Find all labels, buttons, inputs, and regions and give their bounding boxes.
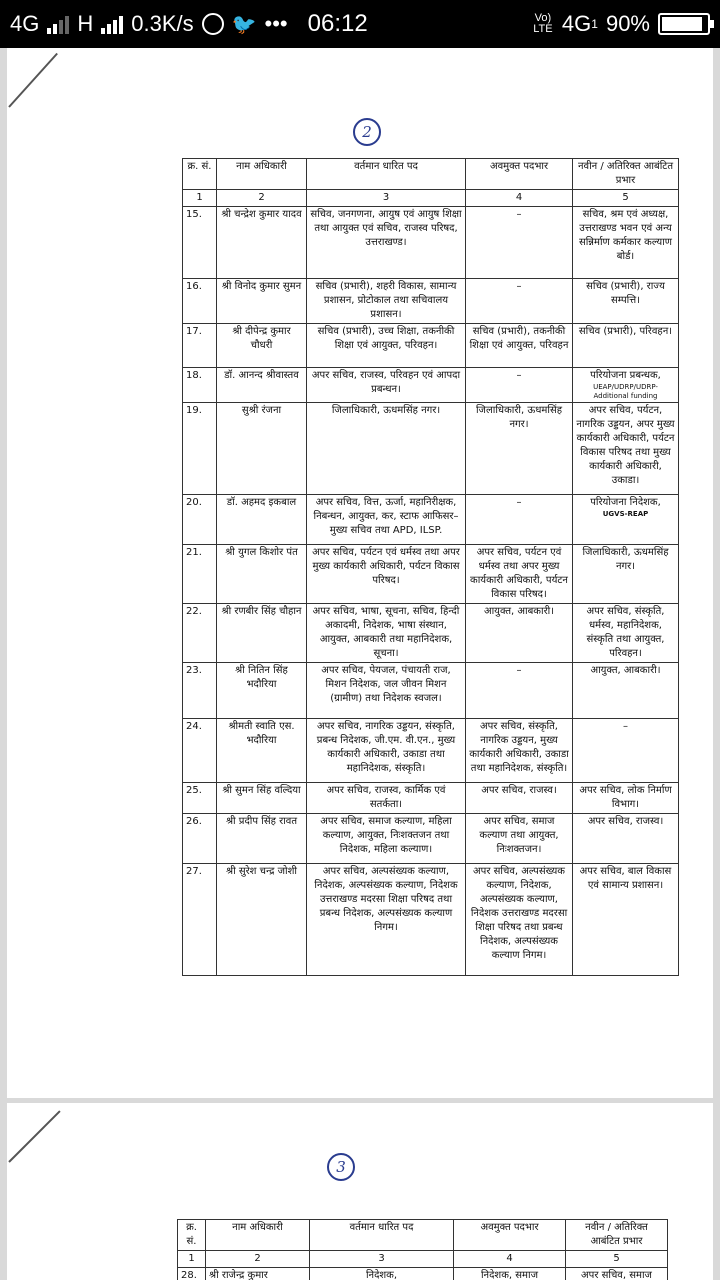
network-type-label-3: 4G: [561, 11, 592, 36]
cell-relieved-charge-text: –: [516, 281, 522, 292]
cell-relieved-charge: [466, 207, 573, 279]
cell-officer-name-text: श्री प्रदीप सिंह रावत: [225, 816, 298, 827]
cell-current-post: [307, 495, 466, 545]
scan-artifact-line: [8, 53, 58, 108]
cell-new-charge-text: अपर सचिव, संस्कृति, धर्मस्व, महानिदेशक, संस्कृति तथा आयुक्त, परिवहन।: [586, 606, 665, 659]
cell-new-charge: [573, 814, 679, 864]
table-row: [183, 783, 679, 814]
cell-officer-name: [217, 368, 307, 403]
cell-officer-name: [217, 663, 307, 719]
cell-current-post-text: सचिव (प्रभारी), शहरी विकास, सामान्य प्रशासन, प्रोटोकाल तथा सचिवालय प्रशासन।: [315, 281, 457, 320]
signal-icon-2: [101, 14, 123, 34]
cell-officer-name-text: श्री युगल किशोर पंत: [225, 547, 298, 558]
cell-current-post-text: अपर सचिव, भाषा, सूचना, सचिव, हिन्दी अकादमी, निदेशक, भाषा संस्थान, आयुक्त, आबकारी तथा महानिदेशक, सूचना।: [312, 606, 460, 659]
header-new-charge: नवीन / अतिरिक्त आबंटित प्रभार: [566, 1220, 668, 1251]
col-number: 3: [310, 1251, 454, 1268]
cell-current-post: [307, 279, 466, 324]
network-type-label: 4G: [10, 11, 40, 36]
cell-serial: [183, 368, 217, 403]
table-row: [183, 324, 679, 368]
table-row: [183, 368, 679, 403]
cell-current-post-text: अपर सचिव, समाज कल्याण, महिला कल्याण, आयुक्त, निःशक्तजन तथा निदेशक, महिला कल्याण।: [320, 816, 452, 855]
header-current-post: वर्तमान धारित पद: [310, 1220, 454, 1251]
cell-serial-text: 16.: [186, 281, 202, 292]
cell-officer-name-text: श्री सुरेश चन्द्र जोशी: [225, 866, 297, 877]
page-number: 3: [327, 1153, 355, 1181]
cell-relieved-charge-text: –: [516, 370, 522, 381]
cell-relieved-charge: [466, 545, 573, 604]
cell-new-charge: [573, 279, 679, 324]
cell-officer-name: [217, 207, 307, 279]
officer-transfer-table: [182, 158, 679, 976]
cell-new-charge-text: सचिव (प्रभारी), परिवहन।: [578, 326, 673, 337]
cell-new-charge-text: परियोजना प्रबन्धक,: [590, 370, 661, 381]
cell-serial: [183, 495, 217, 545]
more-notifications-icon: •••: [264, 11, 288, 36]
cell-serial: [183, 207, 217, 279]
cell-serial: 28.: [178, 1268, 206, 1280]
cell-serial: [183, 719, 217, 783]
cell-current-post: [307, 368, 466, 403]
cell-officer-name-text: डॉ. अहमद इकबाल: [226, 497, 297, 508]
cell-serial: [183, 864, 217, 976]
cell-serial: [183, 814, 217, 864]
cell-new-charge-text: अपर सचिव, राजस्व।: [587, 816, 664, 827]
cell-new-charge: [573, 719, 679, 783]
cell-current-post-text: सचिव (प्रभारी), उच्च शिक्षा, तकनीकी शिक्षा एवं आयुक्त, परिवहन।: [317, 326, 455, 351]
table-row: [183, 207, 679, 279]
cell-relieved-charge-text: अपर सचिव, राजस्व।: [481, 785, 557, 796]
header-serial: क्र. सं.: [178, 1220, 206, 1251]
cell-current-post: [307, 783, 466, 814]
cell-new-charge-text: अपर सचिव, पर्यटन, नागरिक उड्डयन, अपर मुख्य कार्यकारी अधिकारी, पर्यटन विकास परिषद तथा मुख्य कार्यकारी अधिकारी, उकाडा।: [576, 405, 675, 486]
cell-new-charge: [573, 207, 679, 279]
col-number: 3: [307, 190, 466, 207]
cell-officer-name: [217, 814, 307, 864]
officer-transfer-table-continued: [177, 1219, 668, 1280]
cell-officer-name: [217, 279, 307, 324]
cell-new-charge-text: –: [623, 721, 628, 732]
page-number: 2: [353, 118, 381, 146]
cell-serial-text: 19.: [186, 405, 202, 416]
cell-current-post: [307, 207, 466, 279]
cell-relieved-charge-text: अपर सचिव, पर्यटन एवं धर्मस्व तथा अपर मुख्य कार्यकारी अधिकारी, पर्यटन विकास परिषद।: [470, 547, 568, 600]
cell-relieved-charge: [466, 324, 573, 368]
cell-current-post: [307, 864, 466, 976]
cell-current-post: [307, 545, 466, 604]
network-speed: 0.3K/s: [131, 11, 194, 36]
scan-artifact-line: [8, 1110, 60, 1162]
cell-relieved-charge-text: –: [516, 497, 522, 508]
cell-serial: [183, 545, 217, 604]
network-type-label-2: H: [77, 11, 94, 36]
whatsapp-icon: [202, 13, 224, 35]
cell-current-post-text: अपर सचिव, अल्पसंख्यक कल्याण, निदेशक, अल्पसंख्यक कल्याण, निदेशक उत्तराखण्ड मदरसा शिक्षा परिषद तथा प्रबन्ध निदेशक, अल्पसंख्यक कल्याण निगम।: [314, 866, 458, 933]
cell-officer-name: [217, 719, 307, 783]
status-bar: [0, 0, 720, 48]
cell-relieved-charge: [466, 279, 573, 324]
table-header-row: [183, 159, 679, 190]
cell-serial: [183, 663, 217, 719]
cell-current-post-text: अपर सचिव, पर्यटन एवं धर्मस्व तथा अपर मुख्य कार्यकारी अधिकारी, पर्यटन विकास परिषद।: [312, 547, 460, 586]
signal-icon: [47, 14, 69, 34]
cell-current-post: [307, 663, 466, 719]
volte-icon: Vo) LTE: [533, 12, 553, 35]
cell-officer-name-text: श्री दीपेन्द्र कुमार चौधरी: [232, 326, 291, 351]
cell-new-charge-text: जिलाधिकारी, ऊधमसिंह नगर।: [582, 547, 669, 572]
cell-serial-text: 27.: [186, 866, 202, 877]
table-row: [178, 1268, 668, 1280]
cell-current-post: निदेशक,: [310, 1268, 454, 1280]
table-row: [183, 279, 679, 324]
cell-current-post: [307, 324, 466, 368]
cell-officer-name-text: श्री सुमन सिंह वल्दिया: [222, 785, 301, 796]
cell-new-charge: [573, 783, 679, 814]
cell-relieved-charge: [466, 403, 573, 495]
cell-new-charge: [573, 545, 679, 604]
cell-serial-text: 25.: [186, 785, 202, 796]
cell-relieved-charge: [466, 719, 573, 783]
cell-current-post: [307, 719, 466, 783]
cell-new-charge-note: UEAP/UDRP/UDRP-Additional funding: [593, 383, 658, 400]
cell-current-post-text: अपर सचिव, राजस्व, परिवहन एवं आपदा प्रबन्धन।: [311, 370, 461, 395]
cell-new-charge: [573, 663, 679, 719]
cell-officer-name: [217, 495, 307, 545]
cell-relieved-charge-text: अपर सचिव, समाज कल्याण तथा आयुक्त, निःशक्तजन।: [479, 816, 559, 855]
cell-serial: [183, 279, 217, 324]
cell-relieved-charge-text: अपर सचिव, संस्कृति, नागरिक उड्डयन, मुख्य कार्यकारी अधिकारी, उकाडा तथा महानिदेशक, संस्कृति।: [469, 721, 569, 774]
cell-serial-text: 21.: [186, 547, 202, 558]
cell-officer-name-text: सुश्री रंजना: [241, 405, 282, 416]
battery-icon: [658, 13, 710, 35]
cell-officer-name: [217, 545, 307, 604]
table-row: [183, 495, 679, 545]
cell-current-post-text: अपर सचिव, पेयजल, पंचायती राज, मिशन निदेशक, जल जीवन मिशन (ग्रामीण) तथा निदेशक स्वजल।: [321, 665, 451, 704]
column-number-row: [178, 1251, 668, 1268]
cell-relieved-charge: [466, 604, 573, 663]
cell-relieved-charge: [466, 495, 573, 545]
table-row: [183, 814, 679, 864]
cell-current-post-text: अपर सचिव, वित्त, ऊर्जा, महानिरीक्षक, निबन्धन, आयुक्त, कर, स्टाफ आफिसर–मुख्य सचिव तथा APD, ILSP.: [313, 497, 459, 536]
cell-officer-name-text: श्रीमती स्वाति एस. भदौरिया: [228, 721, 295, 746]
cell-serial-text: 23.: [186, 665, 202, 676]
cell-serial-text: 15.: [186, 209, 202, 220]
cell-officer-name: [217, 783, 307, 814]
col-number: 5: [573, 190, 679, 207]
cell-relieved-charge: [466, 814, 573, 864]
col-number: 2: [206, 1251, 310, 1268]
cell-relieved-charge-text: –: [516, 209, 522, 220]
header-current-post: वर्तमान धारित पद: [307, 159, 466, 190]
cell-current-post: [307, 604, 466, 663]
cell-current-post: [307, 403, 466, 495]
cell-new-charge-text: अपर सचिव, बाल विकास एवं सामान्य प्रशासन।: [579, 866, 672, 891]
cell-serial-text: 24.: [186, 721, 202, 732]
col-number: 4: [454, 1251, 566, 1268]
cell-new-charge: [573, 604, 679, 663]
cell-new-charge: [573, 324, 679, 368]
cell-serial-text: 17.: [186, 326, 202, 337]
cell-officer-name-text: डॉ. आनन्द श्रीवास्तव: [224, 370, 299, 381]
clock: 06:12: [307, 10, 368, 37]
twitter-icon: 🐦: [231, 13, 257, 36]
col-number: 4: [466, 190, 573, 207]
cell-officer-name: श्री राजेन्द्र कुमार: [206, 1268, 310, 1280]
cell-relieved-charge: [466, 663, 573, 719]
cell-officer-name-text: श्री चन्द्रेश कुमार यादव: [221, 209, 302, 220]
table-row: [183, 864, 679, 976]
table-row: [183, 663, 679, 719]
cell-new-charge-text: आयुक्त, आबकारी।: [590, 665, 661, 676]
header-serial: क्र. सं.: [183, 159, 217, 190]
battery-percent: 90%: [605, 11, 650, 36]
header-officer-name: नाम अधिकारी: [206, 1220, 310, 1251]
cell-new-charge-text: सचिव (प्रभारी), राज्य सम्पत्ति।: [586, 281, 665, 306]
cell-serial-text: 18.: [186, 370, 202, 381]
cell-relieved-charge-text: आयुक्त, आबकारी।: [483, 606, 555, 617]
cell-current-post-text: जिलाधिकारी, ऊधमसिंह नगर।: [331, 405, 441, 416]
cell-officer-name-text: श्री विनोद कुमार सुमन: [221, 281, 302, 292]
cell-new-charge: [573, 864, 679, 976]
header-relieved-charge: अवमुक्त पदभार: [454, 1220, 566, 1251]
cell-officer-name: [217, 403, 307, 495]
cell-relieved-charge-text: जिलाधिकारी, ऊधमसिंह नगर।: [475, 405, 563, 430]
cell-current-post-text: अपर सचिव, राजस्व, कार्मिक एवं सतर्कता।: [326, 785, 446, 810]
col-number: 5: [566, 1251, 668, 1268]
table-header-row: [178, 1220, 668, 1251]
cell-officer-name: [217, 864, 307, 976]
cell-officer-name-text: श्री नितिन सिंह भदौरिया: [235, 665, 288, 690]
col-number: 1: [178, 1251, 206, 1268]
cell-serial: [183, 403, 217, 495]
cell-serial-text: 22.: [186, 606, 202, 617]
table-row: [183, 403, 679, 495]
sim-slot-label: 1: [591, 17, 598, 31]
cell-officer-name: [217, 324, 307, 368]
cell-current-post-text: सचिव, जनगणना, आयुष एवं आयुष शिक्षा तथा आयुक्त एवं सचिव, राजस्व परिषद, उत्तराखण्ड।: [310, 209, 462, 248]
cell-new-charge-text: सचिव, श्रम एवं अध्यक्ष, उत्तराखण्ड भवन एवं अन्य सन्निर्माण कर्मकार कल्याण बोर्ड।: [578, 209, 673, 262]
table-row: [183, 545, 679, 604]
cell-officer-name: [217, 604, 307, 663]
cell-relieved-charge: [466, 368, 573, 403]
cell-relieved-charge: [466, 783, 573, 814]
cell-relieved-charge-text: –: [516, 665, 522, 676]
header-officer-name: नाम अधिकारी: [217, 159, 307, 190]
cell-relieved-charge-text: सचिव (प्रभारी), तकनीकी शिक्षा एवं आयुक्त, परिवहन: [469, 326, 569, 351]
cell-officer-name-text: श्री रणबीर सिंह चौहान: [221, 606, 302, 617]
cell-serial-text: 26.: [186, 816, 202, 827]
document-page[interactable]: [7, 48, 713, 1098]
cell-new-charge-text: परियोजना निदेशक,: [590, 497, 661, 508]
document-page-next[interactable]: [7, 1103, 713, 1280]
cell-new-charge: [573, 495, 679, 545]
header-new-charge: नवीन / अतिरिक्त आबंटित प्रभार: [573, 159, 679, 190]
cell-new-charge-text: अपर सचिव, लोक निर्माण विभाग।: [579, 785, 672, 810]
cell-serial: [183, 783, 217, 814]
cell-new-charge: [573, 403, 679, 495]
cell-new-charge: [573, 368, 679, 403]
cell-new-charge: अपर सचिव, समाज: [566, 1268, 668, 1280]
cell-new-charge-note: UGVS-REAP: [602, 510, 649, 518]
cell-serial-text: 20.: [186, 497, 202, 508]
cell-serial: [183, 604, 217, 663]
cell-current-post-text: अपर सचिव, नागरिक उड्डयन, संस्कृति, प्रबन्ध निदेशक, जी.एम. वी.एन., मुख्य कार्यकारी अधिकारी, उकाडा तथा महानिदेशक, संस्कृति।: [316, 721, 456, 774]
table-row: [183, 719, 679, 783]
cell-serial: [183, 324, 217, 368]
col-number: 1: [183, 190, 217, 207]
column-number-row: [183, 190, 679, 207]
cell-relieved-charge: निदेशक, समाज: [454, 1268, 566, 1280]
cell-relieved-charge-text: अपर सचिव, अल्पसंख्यक कल्याण, निदेशक, अल्पसंख्यक कल्याण, निदेशक उत्तराखण्ड मदरसा शिक्षा परिषद तथा प्रबन्ध निदेशक, अल्पसंख्यक कल्याण निगम।: [470, 866, 568, 961]
table-row: [183, 604, 679, 663]
col-number: 2: [217, 190, 307, 207]
cell-current-post: [307, 814, 466, 864]
header-relieved-charge: अवमुक्त पदभार: [466, 159, 573, 190]
cell-relieved-charge: [466, 864, 573, 976]
